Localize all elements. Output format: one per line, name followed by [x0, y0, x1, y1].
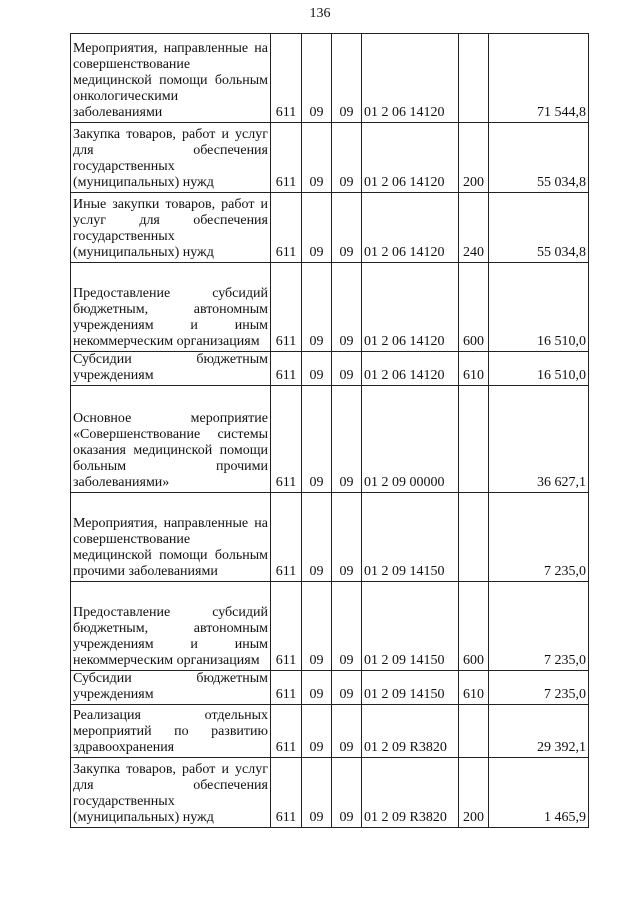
expense-type-code: 600: [459, 582, 489, 671]
expense-type-code: [459, 493, 489, 582]
subsection-code: 09: [332, 386, 362, 493]
section-code: 09: [302, 758, 332, 828]
target-article-code: 01 2 06 14120: [362, 123, 459, 193]
target-article-code: 01 2 06 14120: [362, 193, 459, 263]
amount: 16 510,0: [489, 352, 589, 386]
amount: 71 544,8: [489, 34, 589, 123]
subsection-code: 09: [332, 123, 362, 193]
section-code: 09: [302, 582, 332, 671]
ministry-code: 611: [271, 386, 302, 493]
item-name: Мероприятия, направленные на совершенствование медицинской помощи больным онкологическими заболеваниями: [71, 34, 271, 123]
table-row: [71, 705, 589, 758]
amount: 29 392,1: [489, 705, 589, 758]
target-article-code: 01 2 06 14120: [362, 263, 459, 352]
table-row: [71, 386, 589, 493]
target-article-code: 01 2 09 14150: [362, 671, 459, 705]
target-article-code: 01 2 06 14120: [362, 352, 459, 386]
amount: 16 510,0: [489, 263, 589, 352]
table-row: [71, 193, 589, 263]
section-code: 09: [302, 671, 332, 705]
item-name: Мероприятия, направленные на совершенствование медицинской помощи больным прочими заболеваниями: [71, 493, 271, 582]
ministry-code: 611: [271, 493, 302, 582]
expense-type-code: 200: [459, 123, 489, 193]
section-code: 09: [302, 493, 332, 582]
subsection-code: 09: [332, 671, 362, 705]
target-article-code: 01 2 09 14150: [362, 582, 459, 671]
amount: 7 235,0: [489, 671, 589, 705]
budget-table: [70, 33, 589, 828]
expense-type-code: [459, 34, 489, 123]
section-code: 09: [302, 352, 332, 386]
table-row: [71, 758, 589, 828]
table-row: [71, 352, 589, 386]
ministry-code: 611: [271, 758, 302, 828]
table-row: [71, 582, 589, 671]
ministry-code: 611: [271, 34, 302, 123]
item-name: Предоставление субсидий бюджетным, автономным учреждениям и иным некоммерческим организациям: [71, 263, 271, 352]
ministry-code: 611: [271, 705, 302, 758]
amount: 55 034,8: [489, 193, 589, 263]
page-number: 136: [309, 6, 331, 21]
section-code: 09: [302, 123, 332, 193]
expense-type-code: [459, 386, 489, 493]
subsection-code: 09: [332, 493, 362, 582]
expense-type-code: 240: [459, 193, 489, 263]
item-name: Реализация отдельных мероприятий по развитию здравоохранения: [71, 705, 271, 758]
ministry-code: 611: [271, 582, 302, 671]
target-article-code: 01 2 09 00000: [362, 386, 459, 493]
subsection-code: 09: [332, 193, 362, 263]
section-code: 09: [302, 193, 332, 263]
ministry-code: 611: [271, 352, 302, 386]
ministry-code: 611: [271, 123, 302, 193]
section-code: 09: [302, 705, 332, 758]
target-article-code: 01 2 09 R3820: [362, 705, 459, 758]
subsection-code: 09: [332, 352, 362, 386]
item-name: Закупка товаров, работ и услуг для обеспечения государственных (муниципальных) нужд: [71, 123, 271, 193]
amount: 7 235,0: [489, 582, 589, 671]
expense-type-code: 200: [459, 758, 489, 828]
amount: 55 034,8: [489, 123, 589, 193]
target-article-code: 01 2 06 14120: [362, 34, 459, 123]
amount: 7 235,0: [489, 493, 589, 582]
item-name: Субсидии бюджетным учреждениям: [71, 352, 271, 386]
subsection-code: 09: [332, 263, 362, 352]
expense-type-code: 610: [459, 352, 489, 386]
amount: 1 465,9: [489, 758, 589, 828]
target-article-code: 01 2 09 14150: [362, 493, 459, 582]
amount: 36 627,1: [489, 386, 589, 493]
item-name: Субсидии бюджетным учреждениям: [71, 671, 271, 705]
subsection-code: 09: [332, 34, 362, 123]
subsection-code: 09: [332, 705, 362, 758]
subsection-code: 09: [332, 758, 362, 828]
target-article-code: 01 2 09 R3820: [362, 758, 459, 828]
item-name: Закупка товаров, работ и услуг для обеспечения государственных (муниципальных) нужд: [71, 758, 271, 828]
ministry-code: 611: [271, 671, 302, 705]
ministry-code: 611: [271, 193, 302, 263]
section-code: 09: [302, 34, 332, 123]
ministry-code: 611: [271, 263, 302, 352]
section-code: 09: [302, 263, 332, 352]
item-name: Основное мероприятие «Совершенствование системы оказания медицинской помощи больным прочими заболеваниями»: [71, 386, 271, 493]
table-row: [71, 123, 589, 193]
expense-type-code: 610: [459, 671, 489, 705]
section-code: 09: [302, 386, 332, 493]
item-name: Предоставление субсидий бюджетным, автономным учреждениям и иным некоммерческим организациям: [71, 582, 271, 671]
table-row: [71, 263, 589, 352]
expense-type-code: 600: [459, 263, 489, 352]
subsection-code: 09: [332, 582, 362, 671]
item-name: Иные закупки товаров, работ и услуг для обеспечения государственных (муниципальных) нужд: [71, 193, 271, 263]
table-row: [71, 493, 589, 582]
table-row: [71, 671, 589, 705]
expense-type-code: [459, 705, 489, 758]
table-row: [71, 34, 589, 123]
